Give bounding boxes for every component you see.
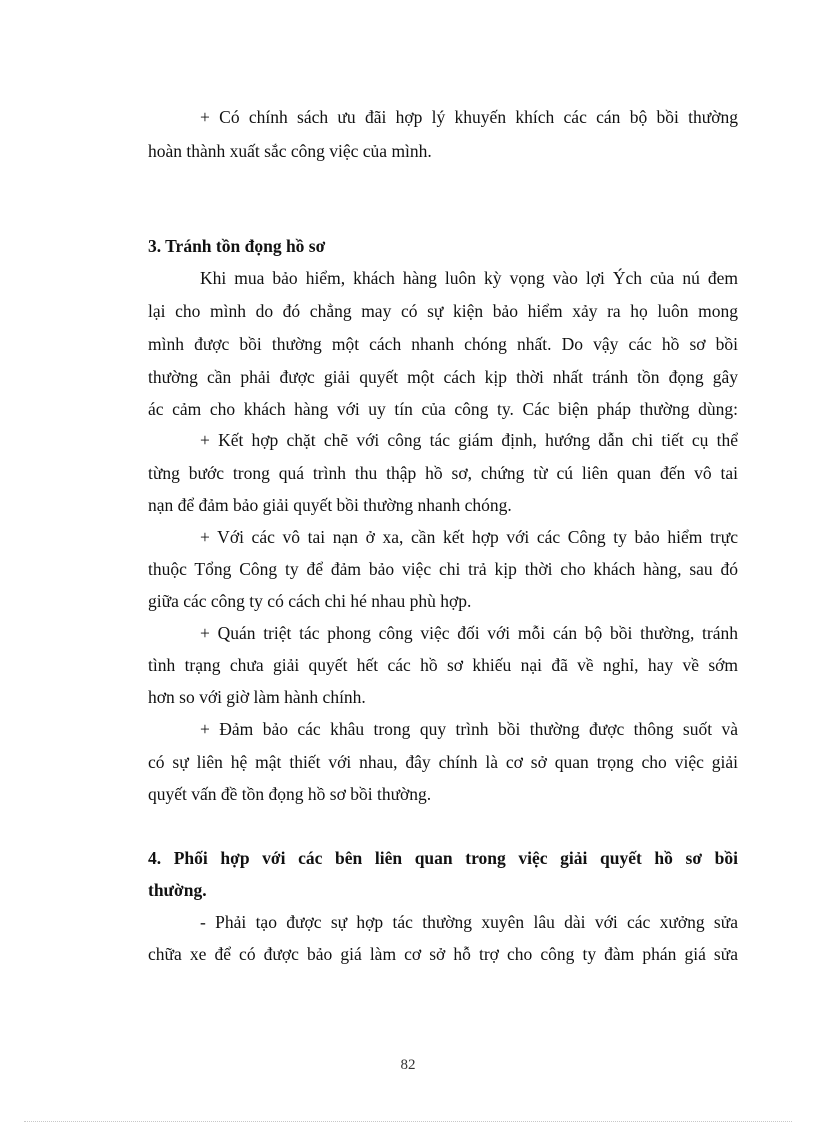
- paragraph-line: + Đảm bảo các khâu trong quy trình bồi thường được thông suốt và: [200, 719, 738, 739]
- paragraph-line: hơn so với giờ làm hành chính.: [148, 687, 366, 707]
- paragraph-line: + Với các vô tai nạn ở xa, cần kết hợp với các Công ty bảo hiểm trực: [200, 527, 738, 547]
- paragraph-line: + Có chính sách ưu đãi hợp lý khuyến khích các cán bộ bồi thường: [200, 107, 738, 127]
- section-heading: 4. Phối hợp với các bên liên quan trong việc giải quyết hồ sơ bồi: [148, 848, 738, 868]
- paragraph-line: - Phải tạo được sự hợp tác thường xuyên lâu dài với các xưởng sửa: [200, 912, 738, 932]
- paragraph-line: Khi mua bảo hiểm, khách hàng luôn kỳ vọng vào lợi Ých của nú đem: [200, 268, 738, 288]
- paragraph-line: từng bước trong quá trình thu thập hồ sơ, chứng từ cú liên quan đến vô tai: [148, 463, 738, 483]
- paragraph-line: ác cảm cho khách hàng với uy tín của công ty. Các biện pháp thường dùng:: [148, 399, 738, 419]
- paragraph-line: chữa xe để có được bảo giá làm cơ sở hỗ trợ cho công ty đàm phán giá sửa: [148, 944, 738, 964]
- paragraph-line: nạn để đảm bảo giải quyết bồi thường nhanh chóng.: [148, 495, 512, 515]
- paragraph-line: có sự liên hệ mật thiết với nhau, đây chính là cơ sở quan trọng cho việc giải: [148, 752, 738, 772]
- paragraph-line: mình được bồi thường một cách nhanh chóng nhất. Do vậy các hồ sơ bồi: [148, 334, 738, 354]
- paragraph-line: hoàn thành xuất sắc công việc của mình.: [148, 141, 432, 161]
- section-heading: 3. Tránh tồn đọng hồ sơ: [148, 236, 326, 256]
- paragraph-line: quyết vấn đề tồn đọng hồ sơ bồi thường.: [148, 784, 432, 804]
- page-bottom-divider: [24, 1121, 792, 1122]
- page-number: 82: [400, 1057, 416, 1073]
- paragraph-line: + Quán triệt tác phong công việc đối với mỗi cán bộ bồi thường, tránh: [200, 623, 738, 643]
- paragraph-line: tình trạng chưa giải quyết hết các hồ sơ khiếu nại đã về nghỉ, hay về sớm: [148, 655, 738, 675]
- paragraph-line: thường cần phải được giải quyết một cách kịp thời nhất tránh tồn đọng gây: [148, 367, 738, 387]
- paragraph-line: lại cho mình do đó chẳng may có sự kiện bảo hiểm xảy ra họ luôn mong: [148, 301, 738, 321]
- section-heading-continued: thường.: [148, 880, 207, 900]
- paragraph-line: + Kết hợp chặt chẽ với công tác giám định, hướng dẫn chi tiết cụ thể: [200, 430, 738, 450]
- paragraph-line: giữa các công ty có cách chi hé nhau phù hợp.: [148, 591, 472, 611]
- paragraph-line: thuộc Tổng Công ty để đảm bảo việc chi trả kịp thời cho khách hàng, sau đó: [148, 559, 738, 579]
